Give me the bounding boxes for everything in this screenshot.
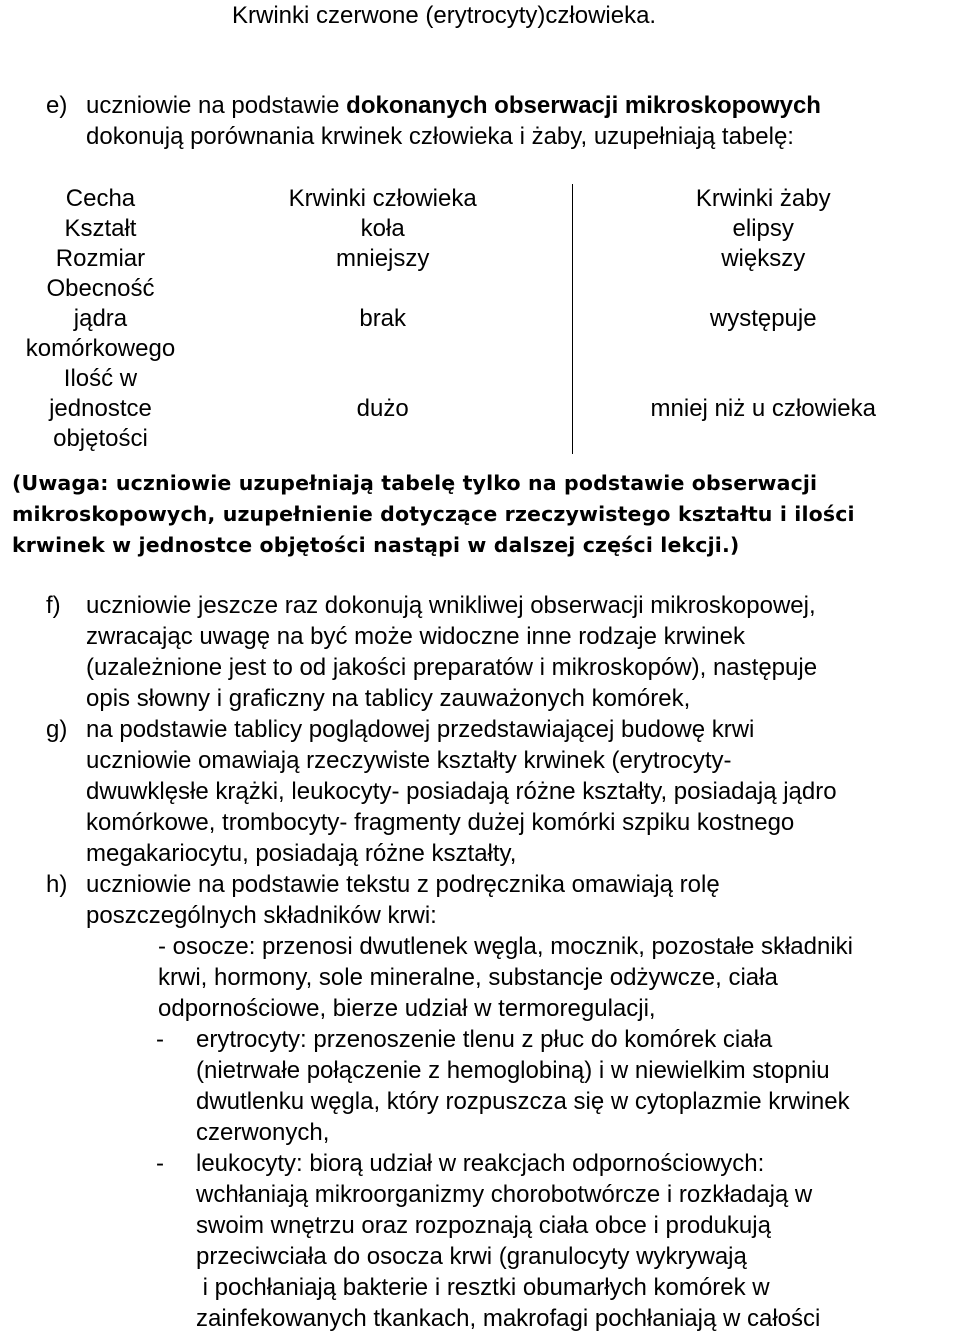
list-item-g xyxy=(46,714,956,869)
row-feature xyxy=(8,274,193,364)
row-feature-line: komórkowego xyxy=(25,335,176,362)
item-line: uczniowie na podstawie tekstu z podręcznika omawiają rolę xyxy=(86,871,720,898)
item-line: zwracając uwagę na być może widoczne inne rodzaje krwinek xyxy=(86,623,745,650)
erythrocytes-line: erytrocyty: przenoszenie tlenu z płuc do komórek ciała xyxy=(196,1026,773,1053)
item-body xyxy=(46,714,956,869)
row-feature-line: objętości xyxy=(53,425,148,452)
header-human: Krwinki człowieka xyxy=(193,184,573,214)
item-line: opis słowny i graficzny na tablicy zauważonych komórek, xyxy=(86,685,691,712)
item-line: dwuwklęsłe krążki, leukocyty- posiadają różne kształty, posiadają jądro xyxy=(86,778,837,805)
note-line: krwinek w jednostce objętości nastąpi w dalszej części lekcji.) xyxy=(12,533,740,557)
row-feature-line: jądra xyxy=(73,305,128,332)
note-block xyxy=(12,468,952,561)
item-line: megakariocytu, posiadają różne kształty, xyxy=(86,840,517,867)
leukocytes-line: wchłaniają mikroorganizmy chorobotwórcze i rozkładają w xyxy=(196,1181,813,1208)
row-frog-value: elipsy xyxy=(732,215,794,242)
section-e-text: uczniowie na podstawie xyxy=(86,92,347,119)
row-human-value: dużo xyxy=(193,364,573,454)
row-human-value: brak xyxy=(193,274,573,364)
row-frog-value: mniej niż u człowieka xyxy=(650,395,876,422)
row-feature-line: jednostce xyxy=(49,395,152,422)
erythrocytes-line: (nietrwałe połączenie z hemoglobiną) i w niewielkim stopniu xyxy=(196,1057,830,1084)
item-list xyxy=(46,590,956,1334)
note-line: mikroskopowych, uzupełnienie dotyczące rzeczywistego kształtu i ilości xyxy=(12,502,855,526)
leukocytes-line: swoim wnętrzu oraz rozpoznają ciała obce i produkują xyxy=(196,1212,771,1239)
leukocytes-item xyxy=(46,1148,956,1334)
section-e-line-1 xyxy=(46,90,946,121)
leukocytes-line: przeciwciała do osocza krwi (granulocyty wykrywają xyxy=(196,1243,747,1270)
row-feature: Rozmiar xyxy=(55,245,146,272)
item-line: na podstawie tablicy poglądowej przedstawiającej budowę krwi xyxy=(86,716,755,743)
plasma-line: odpornościowe, bierze udział w termoregulacji, xyxy=(158,995,656,1022)
plasma-item xyxy=(46,931,956,1024)
item-line: komórkowe, trombocyty- fragmenty dużej komórki szpiku kostnego xyxy=(86,809,795,836)
plasma-line: - osocze: przenosi dwutlenek węgla, mocznik, pozostałe składniki xyxy=(158,933,854,960)
item-marker: h) xyxy=(46,871,68,898)
leukocytes-line: zainfekowanych tkankach, makrofagi pochłaniają w całości xyxy=(196,1305,821,1332)
list-item-h xyxy=(46,869,956,931)
table-row xyxy=(8,214,953,244)
section-e-line-2: dokonują porównania krwinek człowieka i żaby, uzupełniają tabelę: xyxy=(86,123,794,150)
row-human-value: koła xyxy=(193,214,573,244)
leukocytes-line: leukocyty: biorą udział w reakcjach odpornościowych: xyxy=(196,1150,765,1177)
row-feature xyxy=(8,364,193,454)
section-e xyxy=(46,90,946,152)
item-line: uczniowie omawiają rzeczywiste kształty krwinek (erytrocyty- xyxy=(86,747,732,774)
list-item-f xyxy=(46,590,956,714)
erythrocytes-item xyxy=(46,1024,956,1148)
section-e-bold-text: dokonanych obserwacji mikroskopowych xyxy=(346,92,821,119)
dash-marker: - xyxy=(156,1150,164,1177)
erythrocytes-line: dwutlenku węgla, który rozpuszcza się w cytoplazmie krwinek xyxy=(196,1088,850,1115)
item-line: poszczególnych składników krwi: xyxy=(86,902,437,929)
row-feature: Kształt xyxy=(64,215,137,242)
row-frog-value: większy xyxy=(721,245,806,272)
item-line: uczniowie jeszcze raz dokonują wnikliwej obserwacji mikroskopowej, xyxy=(86,592,816,619)
header-feature: Cecha xyxy=(65,185,136,212)
section-e-marker: e) xyxy=(46,92,68,119)
table-row xyxy=(8,274,953,364)
item-marker: f) xyxy=(46,592,61,619)
comparison-table xyxy=(8,184,953,454)
row-human-value: mniejszy xyxy=(193,244,573,274)
erythrocytes-line: czerwonych, xyxy=(196,1119,330,1146)
row-frog-value: występuje xyxy=(709,305,817,332)
table-row xyxy=(8,244,953,274)
row-feature-line: Ilość w xyxy=(63,365,138,392)
leukocytes-line: i pochłaniają bakterie i resztki obumarłych komórek w xyxy=(196,1274,770,1301)
item-marker: g) xyxy=(46,716,68,743)
item-body xyxy=(46,590,956,714)
item-line: (uzależnione jest to od jakości preparatów i mikroskopów), następuje xyxy=(86,654,818,681)
item-body xyxy=(46,869,956,931)
table-header-row xyxy=(8,184,953,214)
plasma-line: krwi, hormony, sole mineralne, substancje odżywcze, ciała xyxy=(158,964,778,991)
header-frog: Krwinki żaby xyxy=(695,185,831,212)
note-line: (Uwaga: uczniowie uzupełniają tabelę tylko na podstawie obserwacji xyxy=(12,471,818,495)
row-feature-line: Obecność xyxy=(46,275,155,302)
document-title: Krwinki czerwone (erytrocyty)człowieka. xyxy=(232,2,657,29)
dash-marker: - xyxy=(156,1026,164,1053)
table-row xyxy=(8,364,953,454)
